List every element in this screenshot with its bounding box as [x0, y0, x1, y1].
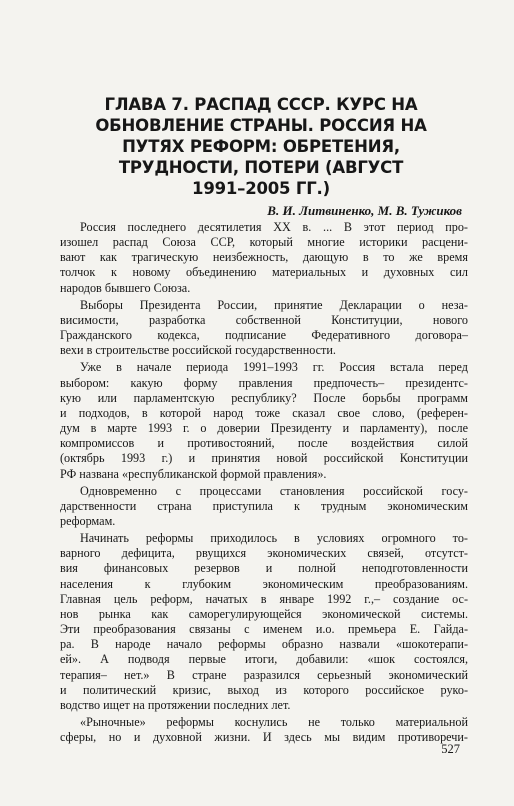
text-line: (октябрь 1993 г.) и принятия новой российской Конституции [60, 451, 468, 466]
paragraph [60, 484, 468, 529]
text-line: сферы, но и духовной жизни. И здесь мы видим противоречи- [60, 730, 468, 745]
text-line: компромиссов и противостояний, после воздействия силой [60, 436, 468, 451]
text-line: выбором: какую форму правления предпочесть– президентс- [60, 375, 468, 390]
text-line: РФ названа «республиканской формой правления». [60, 466, 327, 481]
text-line: Выборы Президента России, принятие Декларации о неза- [80, 297, 468, 312]
text-line: вия финансовых резервов и полной неподготовленности [60, 561, 468, 576]
text-line: вают как трагическую неизбежность, дающую в то же время [60, 250, 468, 265]
paragraph [60, 715, 468, 745]
text-line: Главная цель реформ, начатых в январе 1992 г.,– создание ос- [60, 591, 468, 606]
text-line: Гражданского кодекса, подписание Федеративного договора– [60, 328, 468, 343]
authors-line: В. И. Литвиненко, М. В. Тужиков [267, 203, 462, 218]
text-line: реформам. [60, 513, 116, 528]
text-line: висимости, разработка собственной Конституции, нового [60, 312, 468, 327]
paragraph [60, 298, 468, 359]
text-line: Одновременно с процессами становления российской госу- [80, 483, 468, 498]
text-line: вехи в строительстве российской государственности. [60, 343, 336, 358]
text-line: изошел распад Союза ССР, который многие историки расцени- [60, 235, 468, 250]
text-line: ей». А подводя первые итоги, добавили: «шок состоялся, [60, 652, 468, 667]
body-text [60, 220, 468, 747]
text-line: кую или парламентскую республику? После борьбы программ [60, 390, 468, 405]
text-line: и подходов, в которой народ тоже сказал свое слово, (референ- [60, 405, 468, 420]
chapter-title [56, 94, 466, 199]
text-line: нов рынка как саморегулирующейся экономической системы. [60, 606, 468, 621]
text-line: терапия– нет.» В стране разразился серьезный экономический [60, 667, 468, 682]
text-line: дарственности страна приступила к трудным экономическим [60, 498, 468, 513]
page-number: 527 [441, 742, 460, 756]
text-line: дум в марте 1993 г. о доверии Президенту и парламенту), после [60, 421, 468, 436]
paragraph [60, 220, 468, 296]
text-line: и политический кризис, выход из которого российское руко- [60, 682, 468, 697]
text-line: ра. В народе начало реформы образно назвали «шокотерапи- [60, 637, 468, 652]
chapter-title-line: ОБНОВЛЕНИЕ СТРАНЫ. РОССИЯ НА [95, 116, 427, 135]
text-line: Начинать реформы приходилось в условиях огромного то- [80, 531, 468, 546]
chapter-title-line: ТРУДНОСТИ, ПОТЕРИ (АВГУСТ [118, 158, 404, 177]
text-line: населения к глубоким экономическим преобразованиям. [60, 576, 468, 591]
text-line: варного дефицита, рвущихся экономических связей, отсутст- [60, 546, 468, 561]
text-line: Уже в начале периода 1991–1993 гг. Россия встала перед [80, 360, 468, 375]
text-line: Эти преобразования связаны с именем и.о. премьера Е. Гайда- [60, 622, 468, 637]
text-line: «Рыночные» реформы коснулись не только материальной [80, 715, 468, 729]
paragraph [60, 531, 468, 713]
text-line: толчок к новому объединению материальных и духовных сил [60, 265, 468, 280]
chapter-title-line: ПУТЯХ РЕФОРМ: ОБРЕТЕНИЯ, [122, 137, 400, 156]
text-line: народов бывшего Союза. [60, 280, 191, 295]
text-line: водство ищет на протяжении последних лет. [60, 697, 291, 712]
chapter-title-line: ГЛАВА 7. РАСПАД СССР. КУРС НА [104, 95, 418, 114]
text-line: Россия последнего десятилетия XX в. ... В этот период про- [80, 220, 468, 234]
chapter-title-line: 1991–2005 ГГ.) [192, 179, 330, 198]
paragraph [60, 360, 468, 481]
